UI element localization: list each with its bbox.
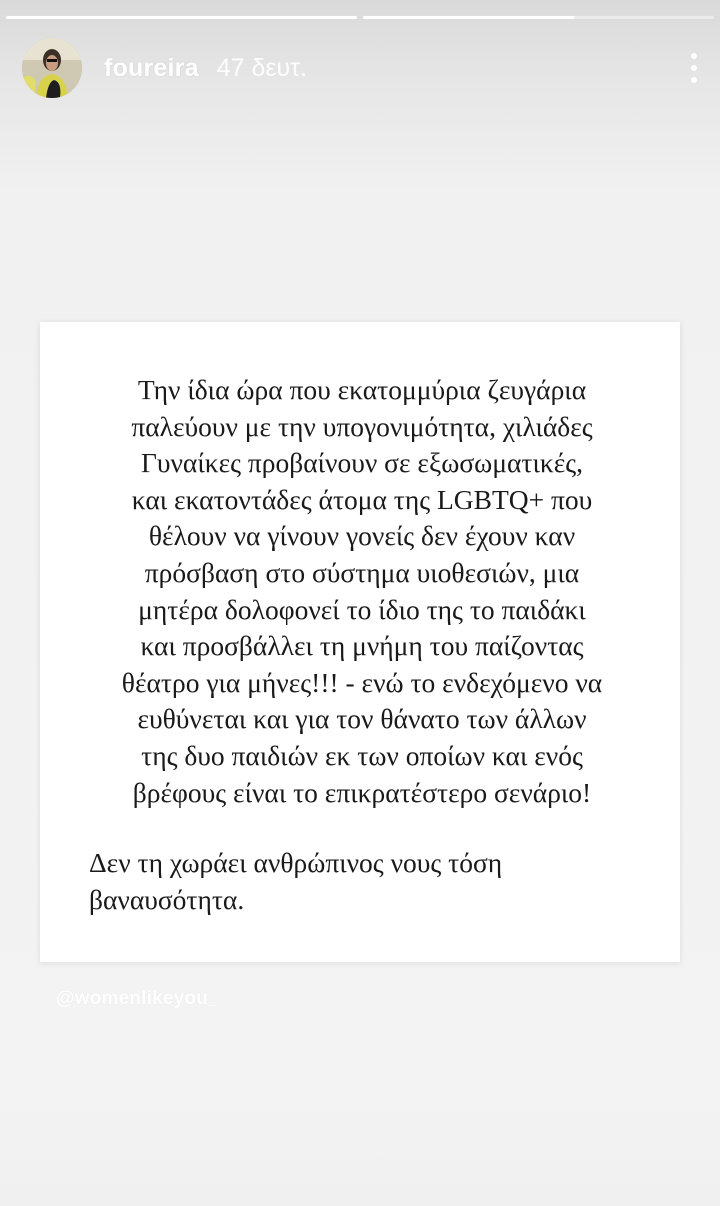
story-header — [22, 36, 698, 100]
more-dot — [691, 53, 697, 59]
more-dot — [691, 65, 697, 71]
text-line: θέατρο για μήνες!!! - ενώ το ενδεχόμενο να — [121, 666, 603, 698]
paragraph-1 — [62, 372, 662, 811]
avatar-image — [22, 38, 82, 98]
more-vertical-icon[interactable] — [682, 48, 706, 88]
text-line: και προσβάλλει τη μνήμη του παίζοντας — [140, 630, 584, 662]
text-line: Δεν τη χωράει ανθρώπινος νους τόση — [89, 847, 503, 879]
story-text-card — [40, 322, 680, 962]
text-line: θέλουν να γίνουν γονείς δεν έχουν καν — [148, 520, 576, 552]
progress-fill-1 — [6, 16, 357, 19]
text-line: Γυναίκες προβαίνουν σε εξωσωματικές, — [140, 447, 584, 479]
text-line: Την ίδια ώρα που εκατομμύρια ζευγάρια — [137, 374, 587, 405]
username[interactable]: foureira — [104, 53, 199, 82]
mention-tag[interactable]: @womenlikeyou_ — [56, 988, 219, 1009]
story-timestamp: 47 δευτ. — [216, 53, 307, 82]
text-line: ευθύνεται και για τον θάνατο των άλλων — [137, 703, 587, 735]
progress-segment-2 — [363, 16, 714, 19]
progress-segment-1 — [6, 16, 357, 19]
text-line: μητέρα δολοφονεί το ίδιο της το παιδάκι — [138, 593, 586, 625]
card-text — [62, 372, 662, 918]
more-dot — [691, 77, 697, 83]
paragraph-2 — [62, 845, 662, 918]
progress-fill-2 — [363, 16, 574, 19]
text-line: της δυο παιδιών εκ των οποίων και ενός — [141, 739, 583, 771]
avatar[interactable] — [22, 38, 82, 98]
text-line: βαναυσότητα. — [89, 883, 245, 915]
text-line: βρέφους είναι το επικρατέστερο σενάριο! — [132, 776, 592, 808]
text-line: και εκατοντάδες άτομα της LGBTQ+ που — [131, 483, 593, 515]
story-progress-bar — [6, 16, 714, 20]
text-line: παλεύουν με την υπογονιμότητα, χιλιάδες — [131, 410, 593, 442]
text-line: πρόσβαση στο σύστημα υιοθεσιών, μια — [144, 556, 580, 588]
